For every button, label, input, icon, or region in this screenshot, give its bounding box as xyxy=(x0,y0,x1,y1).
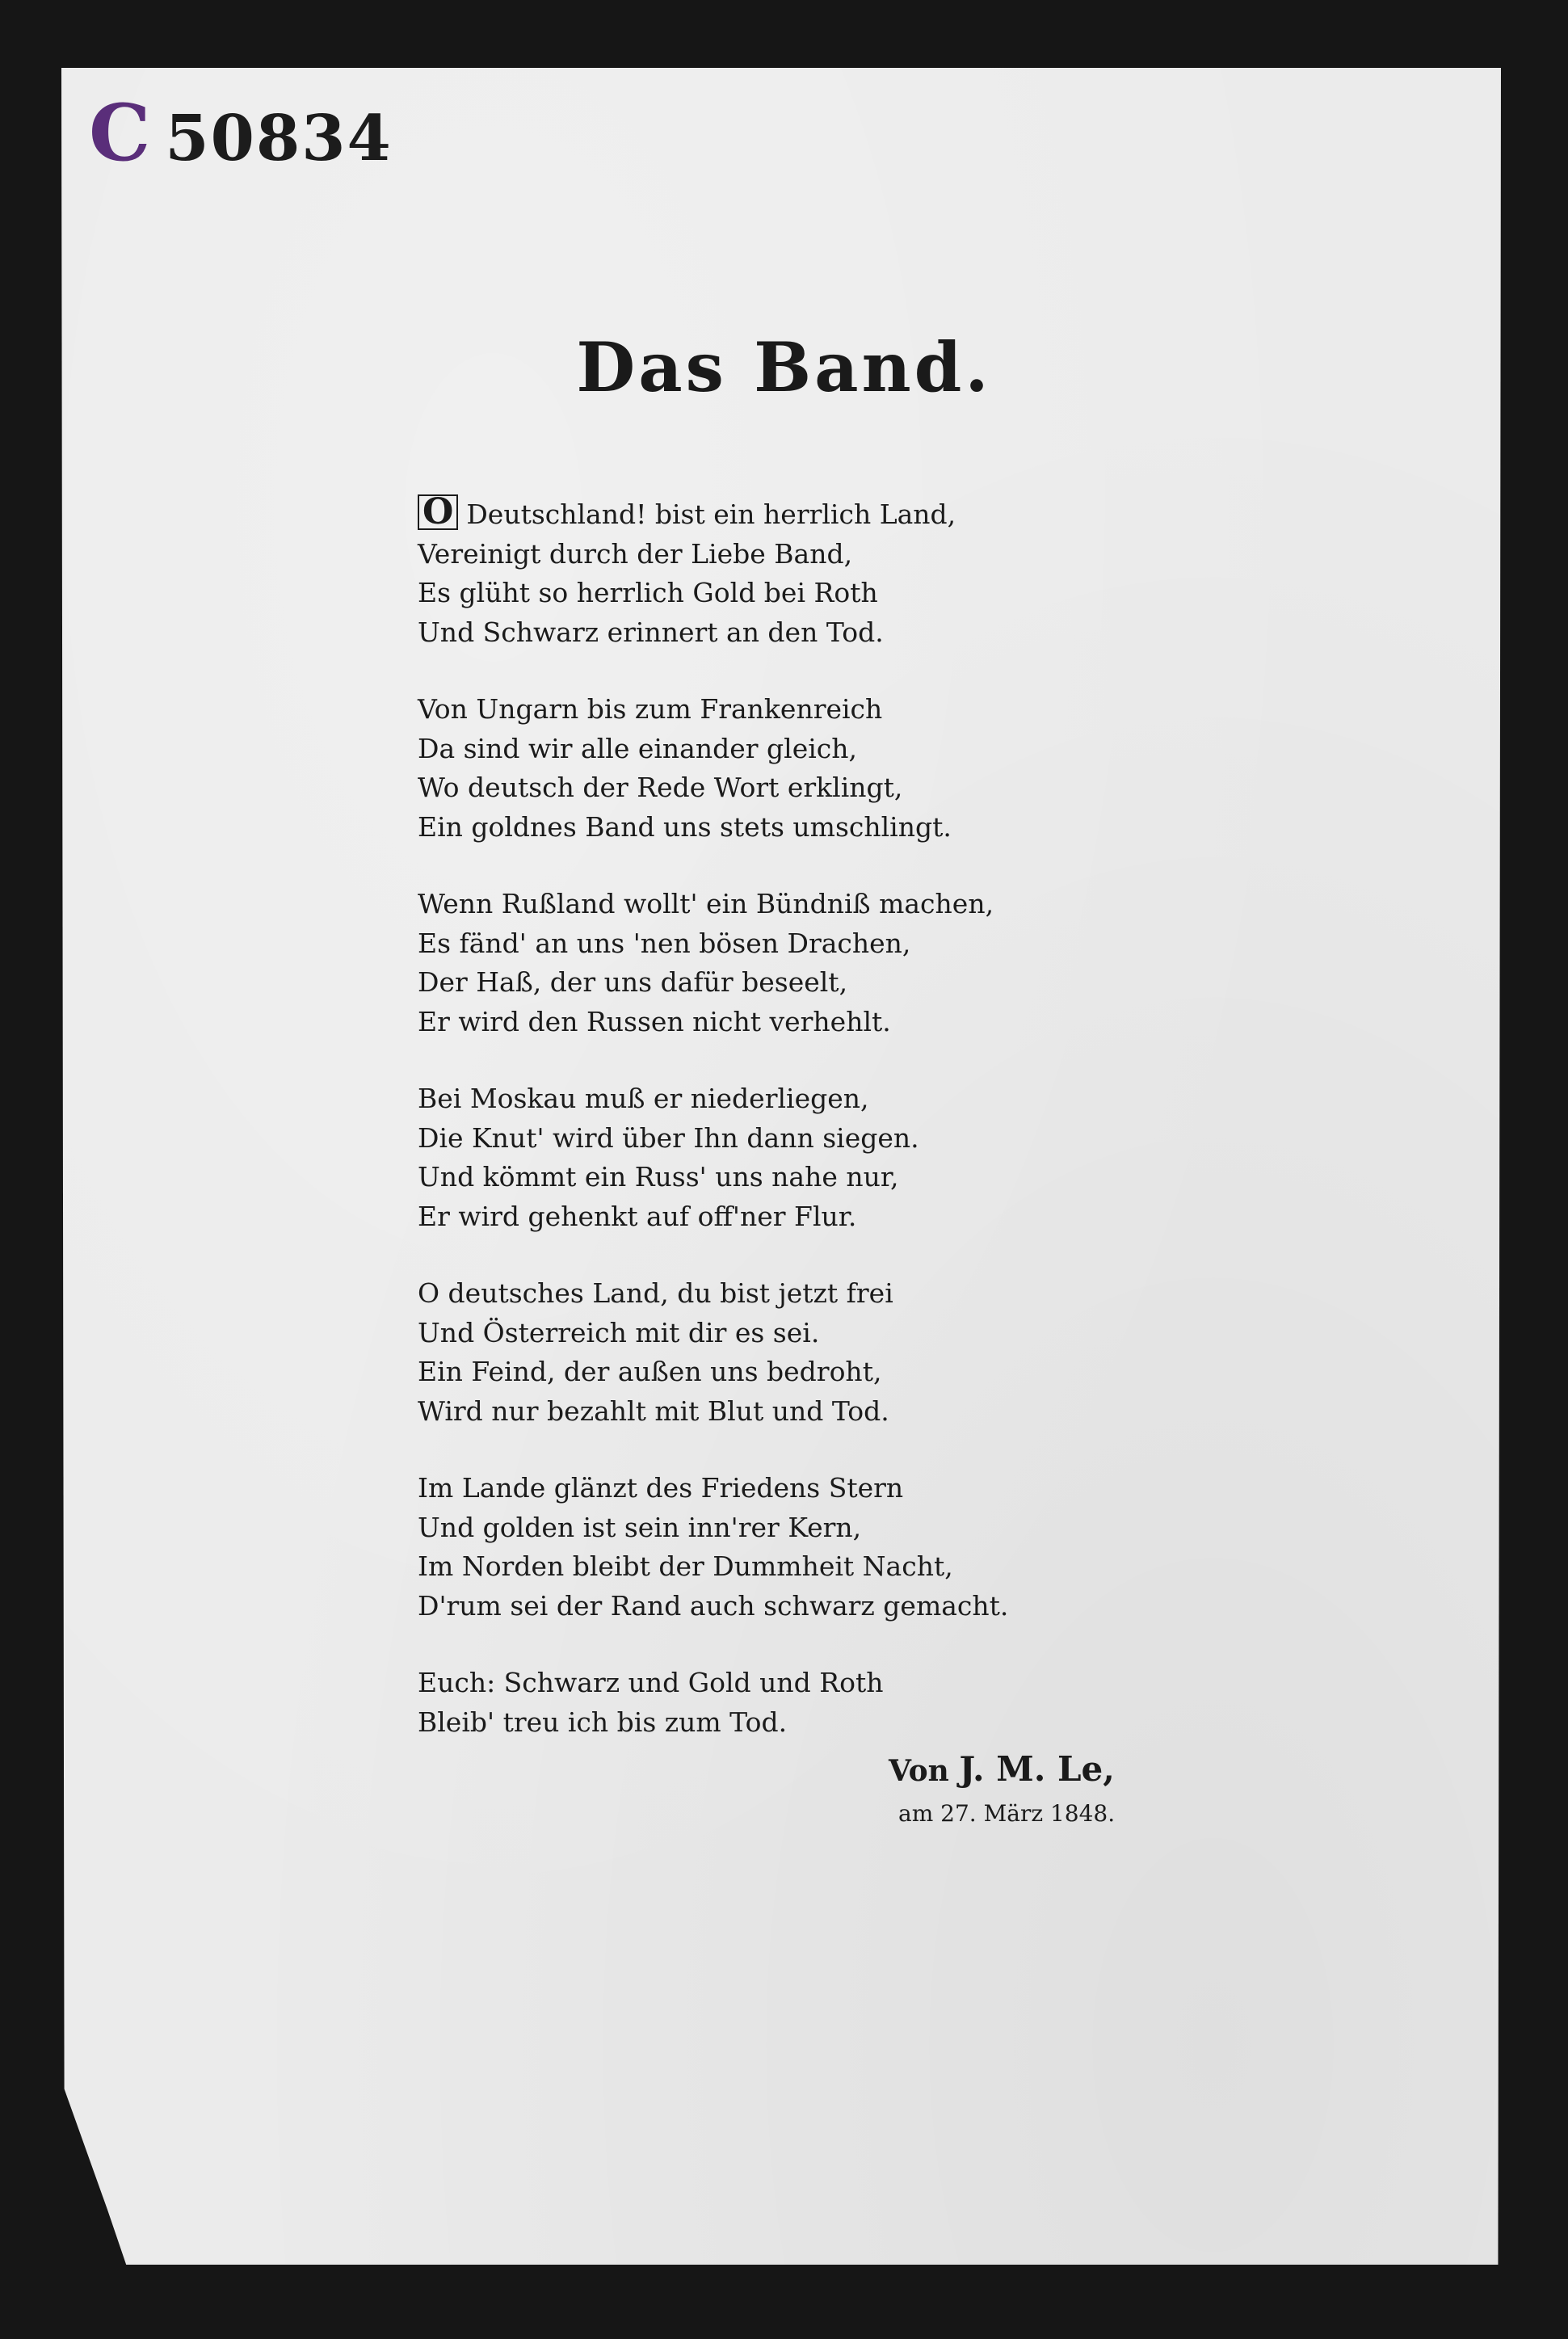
poem-line: Bleib' treu ich bis zum Tod. xyxy=(418,1706,788,1738)
stanza-2 xyxy=(418,690,1225,847)
stanza-3 xyxy=(418,885,1225,1041)
poem-line: Wenn Rußland wollt' ein Bündniß machen, xyxy=(418,888,994,919)
stamp-letter: C xyxy=(89,87,151,179)
stanza-5 xyxy=(418,1274,1225,1431)
poem-line: Er wird gehenkt auf off'ner Flur. xyxy=(418,1200,857,1232)
poem-line: Im Norden bleibt der Dummheit Nacht, xyxy=(418,1550,953,1582)
poem-line: D'rum sei der Rand auch schwarz gemacht. xyxy=(418,1589,1009,1622)
drop-cap: O xyxy=(418,494,458,530)
poem-body xyxy=(418,491,1225,1780)
stanza-1 xyxy=(418,491,1225,652)
byline-author: J. M. Le, xyxy=(959,1749,1115,1789)
poem-line: Bei Moskau muß er niederliegen, xyxy=(418,1083,869,1114)
archive-stamp xyxy=(89,87,393,179)
poem-line: Im Lande glänzt des Friedens Stern xyxy=(418,1472,904,1504)
poem-line: Und Österreich mit dir es sei. xyxy=(418,1316,820,1348)
poem-line: Er wird den Russen nicht verhehlt. xyxy=(418,1005,891,1037)
poem-line: Und golden ist sein inn'rer Kern, xyxy=(418,1511,862,1543)
stanza-4 xyxy=(418,1079,1225,1236)
poem-line: Da sind wir alle einander gleich, xyxy=(418,732,858,764)
poem-line: Euch: Schwarz und Gold und Roth xyxy=(418,1667,884,1698)
poem-line: Die Knut' wird über Ihn dann siegen. xyxy=(418,1121,919,1154)
poem-title: Das Band. xyxy=(576,327,992,407)
poem-line: O Deutschland! bist ein herrlich Land, xyxy=(418,494,1225,535)
poem-line: Von Ungarn bis zum Frankenreich xyxy=(418,693,883,725)
poem-line: Wo deutsch der Rede Wort erklingt, xyxy=(418,772,903,803)
poem-line: Ein Feind, der außen uns bedroht, xyxy=(418,1356,882,1387)
poem-line: Und kömmt ein Russ' uns nahe nur, xyxy=(418,1161,899,1193)
stanza-7 xyxy=(418,1664,1225,1742)
stamp-number: 50834 xyxy=(165,102,393,175)
byline-author-line xyxy=(889,1749,1115,1789)
poem-line: Der Haß, der uns dafür beseelt, xyxy=(418,966,848,998)
poem-line: Es fänd' an uns 'nen bösen Drachen, xyxy=(418,927,911,959)
byline-date: am 27. März 1848. xyxy=(898,1800,1116,1827)
poem-line: Wird nur bezahlt mit Blut und Tod. xyxy=(418,1395,889,1427)
byline xyxy=(889,1749,1115,1827)
poem-line: Vereinigt durch der Liebe Band, xyxy=(418,537,853,570)
stanza-6 xyxy=(418,1469,1225,1626)
poem-line: Ein goldnes Band uns stets umschlingt. xyxy=(418,810,952,843)
byline-prefix: Von xyxy=(889,1754,949,1788)
poem-line: O deutsches Land, du bist jetzt frei xyxy=(418,1277,893,1309)
poem-line: Es glüht so herrlich Gold bei Roth xyxy=(418,577,878,608)
poem-line: Und Schwarz erinnert an den Tod. xyxy=(418,616,884,648)
